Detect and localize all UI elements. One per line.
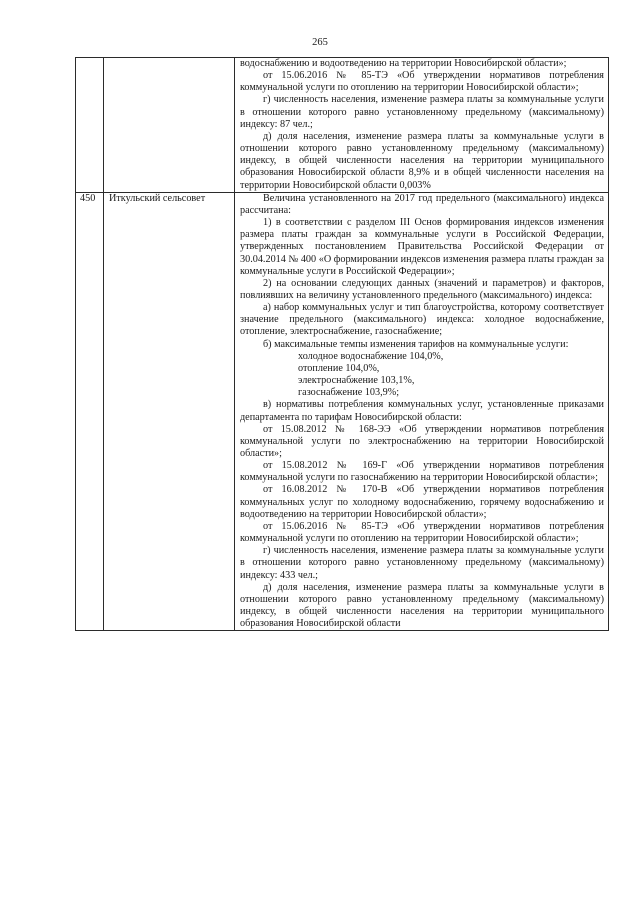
description-cell	[235, 192, 609, 631]
paragraph: б) максимальные темпы изменения тарифов на коммунальные услуги:	[263, 338, 569, 350]
table-row	[76, 58, 609, 193]
tariff-list-item: отопление 104,0%,	[298, 362, 380, 374]
paragraph: от 15.08.2012 № 169-Г «Об утверждении нормативов потребления коммунальной услуги по газоснабжению на территории Новосибирской области»;	[240, 460, 604, 484]
paragraph: 2) на основании следующих данных (значений и параметров) и факторов, повлиявших на величину установленного предельного (максимального) индекса:	[240, 277, 604, 301]
page-number: 265	[312, 37, 328, 48]
paragraph: д) доля населения, изменение размера платы за коммунальные услуги в отношении которого равно установленному предельному (максимальному) индексу, в общей численности населения на территории муниципального образования Новосибирской области	[240, 581, 604, 630]
paragraph: а) набор коммунальных услуг и тип благоустройства, которому соответствует значение предельного (максимального) индекса: холодное водоснабжение, отопление, электроснабжение, газоснабжение;	[240, 302, 604, 338]
tariff-list-item: электроснабжение 103,1%,	[298, 375, 415, 387]
table-row	[76, 192, 609, 631]
paragraph: в) нормативы потребления коммунальных услуг, установленные приказами департамента по тарифам Новосибирской области:	[240, 399, 604, 423]
tariff-list-item: газоснабжение 103,9%;	[298, 387, 400, 399]
row-number-cell	[76, 58, 104, 193]
municipality-name-cell	[104, 58, 235, 193]
description-cell	[235, 58, 609, 193]
paragraph: г) численность населения, изменение размера платы за коммунальные услуги в отношении которого равно установленному предельному (максимальному) индексу: 87 чел.;	[240, 94, 604, 130]
paragraph: от 15.08.2012 № 168-ЭЭ «Об утверждении нормативов потребления коммунальной услуги по электроснабжению на территории Новосибирской области»;	[240, 423, 604, 459]
paragraph: г) численность населения, изменение размера платы за коммунальные услуги в отношении которого равно установленному предельному (максимальному) индексу: 433 чел.;	[240, 545, 604, 581]
paragraph: от 15.06.2016 № 85-ТЭ «Об утверждении нормативов потребления коммунальной услуги по отоплению на территории Новосибирской области»;	[240, 70, 604, 94]
paragraph: д) доля населения, изменение размера платы за коммунальные услуги в отношении которого равно установленному предельному (максимальному) индексу, в общей численности населения на территории муниципального образования Новосибирской области 8,9% и в общей численности населения на территории Новосибирской области 0,003%	[240, 130, 604, 191]
paragraph: водоснабжению и водоотведению на территории Новосибирской области»;	[240, 58, 567, 69]
row-number-cell: 450	[76, 192, 104, 631]
paragraph: 1) в соответствии с разделом III Основ формирования индексов изменения размера платы граждан за коммунальные услуги в Российской Федерации, утвержденных постановлением Правительства Российской Федерации от 30.04.2014 № 400 «О формировании индексов изменения размера платы граждан за коммунальные услуги в Российской Федерации»;	[240, 217, 604, 277]
paragraph: от 16.08.2012 № 170-В «Об утверждении нормативов потребления коммунальных услуг по холодному водоснабжению, горячему водоснабжению и водоотведению на территории Новосибирской области»;	[240, 484, 604, 520]
tariff-index-table	[75, 57, 609, 631]
municipality-name-cell: Иткульский сельсовет	[104, 192, 235, 631]
tariff-list-item: холодное водоснабжение 104,0%,	[298, 350, 444, 362]
paragraph: Величина установленного на 2017 год предельного (максимального) индекса рассчитана:	[240, 192, 604, 216]
paragraph: от 15.06.2016 № 85-ТЭ «Об утверждении нормативов потребления коммунальной услуги по отоплению на территории Новосибирской области»;	[240, 520, 604, 545]
